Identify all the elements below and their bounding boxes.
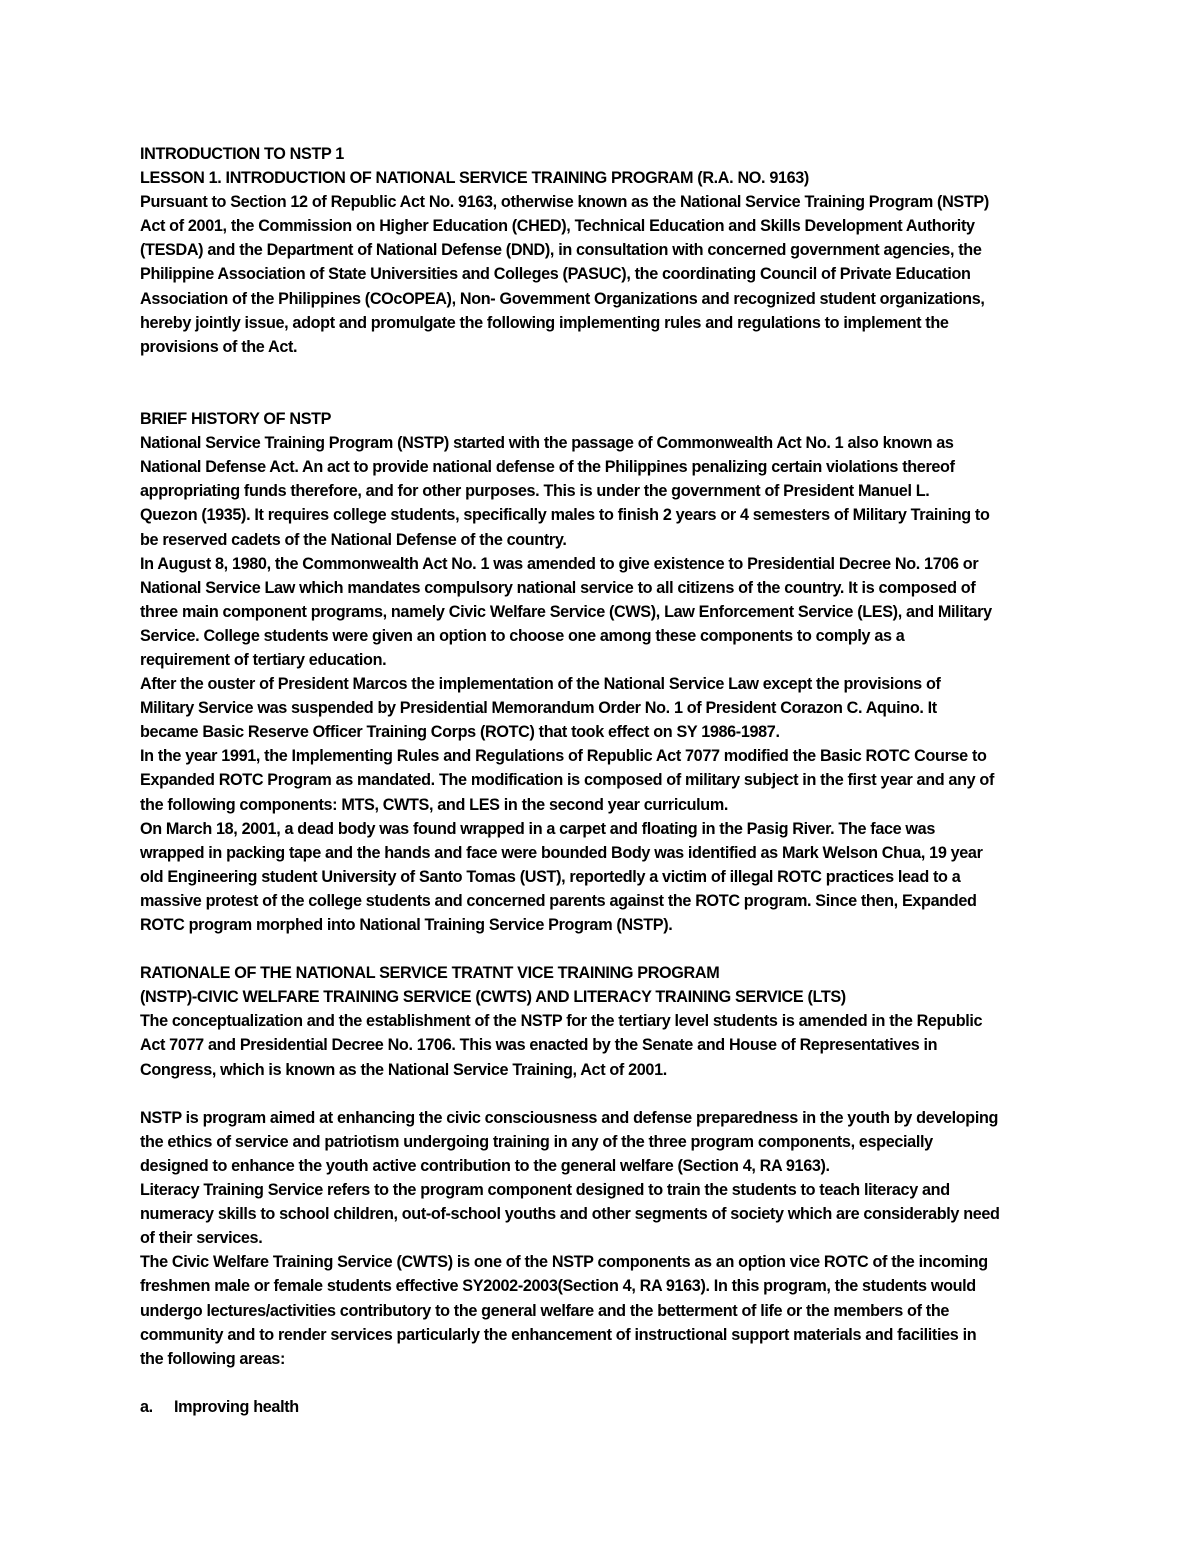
history-heading: BRIEF HISTORY OF NSTP	[140, 410, 332, 429]
paragraph-line: Association of the Philippines (COcOPEA), Non- Govemment Organizations and recognized student organizations,	[140, 289, 985, 308]
paragraph-line: Literacy Training Service refers to the program component designed to train the students to teach literacy and	[140, 1181, 950, 1200]
paragraph-line: three main component programs, namely Civic Welfare Service (CWS), Law Enforcement Service (LES), and Military	[140, 602, 992, 621]
paragraph-line: massive protest of the college students and concerned parents against the ROTC program. Since then, Expanded	[140, 891, 977, 910]
paragraph-line: the following areas:	[140, 1349, 286, 1368]
list-item-text: Improving health	[174, 1397, 299, 1416]
paragraph-line: NSTP is program aimed at enhancing the civic consciousness and defense preparedness in the youth by developing	[140, 1108, 999, 1127]
paragraph-line: community and to render services particularly the enhancement of instructional support materials and facilities in	[140, 1325, 977, 1344]
paragraph-line: In August 8, 1980, the Commonwealth Act No. 1 was amended to give existence to Presidential Decree No. 1706 or	[140, 554, 979, 573]
paragraph-line: wrapped in packing tape and the hands and face were bounded Body was identified as Mark Welson Chua, 19 year	[140, 843, 983, 862]
paragraph-line: numeracy skills to school children, out-of-school youths and other segments of society which are considerably need	[140, 1205, 1000, 1224]
history-paragraphs	[140, 431, 1065, 937]
paragraph-line: became Basic Reserve Officer Training Corps (ROTC) that took effect on SY 1986-1987.	[140, 723, 780, 742]
paragraph-line: the following components: MTS, CWTS, and LES in the second year curriculum.	[140, 795, 729, 814]
paragraph-line: In the year 1991, the Implementing Rules and Regulations of Republic Act 7077 modified the Basic ROTC Course to	[140, 747, 987, 766]
paragraph-line: designed to enhance the youth active contribution to the general welfare (Section 4, RA 9163).	[140, 1156, 830, 1175]
rationale-subheading: (NSTP)-CIVIC WELFARE TRAINING SERVICE (CWTS) AND LITERACY TRAINING SERVICE (LTS)	[140, 988, 846, 1007]
paragraph-line: Philippine Association of State Universities and Colleges (PASUC), the coordinating Council of Private Education	[140, 265, 971, 284]
paragraph-line: Act 7077 and Presidential Decree No. 1706. This was enacted by the Senate and House of Representatives in	[140, 1036, 938, 1055]
paragraph-line: Expanded ROTC Program as mandated. The modification is composed of military subject in the first year and any of	[140, 771, 994, 790]
paragraph-line: After the ouster of President Marcos the implementation of the National Service Law except the provisions of	[140, 675, 941, 694]
section-spacer	[140, 359, 1065, 407]
paragraph-line: the ethics of service and patriotism undergoing training in any of the three program components, especially	[140, 1132, 933, 1151]
paragraph-line: National Service Law which mandates compulsory national service to all citizens of the country. It is composed of	[140, 578, 976, 597]
lesson-heading: LESSON 1. INTRODUCTION OF NATIONAL SERVICE TRAINING PROGRAM (R.A. NO. 9163)	[140, 169, 809, 188]
section-spacer	[140, 1371, 1065, 1395]
document-page	[140, 142, 1065, 1419]
paragraph-line: be reserved cadets of the National Defense of the country.	[140, 530, 567, 549]
paragraph-line: requirement of tertiary education.	[140, 650, 387, 669]
paragraph-line: appropriating funds therefore, and for other purposes. This is under the government of President Manuel L.	[140, 482, 930, 501]
paragraph-line: National Defense Act. An act to provide national defense of the Philippines penalizing certain violations thereof	[140, 458, 955, 477]
intro-paragraph	[140, 190, 1065, 359]
paragraph-line: Congress, which is known as the National Service Training, Act of 2001.	[140, 1060, 667, 1079]
paragraph-line: of their services.	[140, 1229, 263, 1248]
rationale-heading: RATIONALE OF THE NATIONAL SERVICE TRATNT VICE TRAINING PROGRAM	[140, 964, 720, 983]
nstp-paragraphs	[140, 1106, 1065, 1371]
paragraph-line: Service. College students were given an option to choose one among these components to comply as a	[140, 626, 905, 645]
paragraph-line: hereby jointly issue, adopt and promulgate the following implementing rules and regulations to implement the	[140, 313, 949, 332]
paragraph-line: Quezon (1935). It requires college students, specifically males to finish 2 years or 4 semesters of Military Training to	[140, 506, 990, 525]
section-spacer	[140, 937, 1065, 961]
paragraph-line: (TESDA) and the Department of National Defense (DND), in consultation with concerned government agencies, the	[140, 241, 982, 260]
paragraph-line: Military Service was suspended by Presidential Memorandum Order No. 1 of President Corazon C. Aquino. It	[140, 699, 937, 718]
paragraph-line: old Engineering student University of Santo Tomas (UST), reportedly a victim of illegal ROTC practices lead to a	[140, 867, 961, 886]
paragraph-line: Pursuant to Section 12 of Republic Act No. 9163, otherwise known as the National Service Training Program (NSTP)	[140, 193, 989, 212]
paragraph-line: Act of 2001, the Commission on Higher Education (CHED), Technical Education and Skills Development Authority	[140, 217, 975, 236]
list-item	[140, 1395, 1065, 1419]
rationale-paragraph	[140, 1009, 1065, 1081]
paragraph-line: The conceptualization and the establishment of the NSTP for the tertiary level students is amended in the Republic	[140, 1012, 983, 1031]
document-title: INTRODUCTION TO NSTP 1	[140, 145, 344, 163]
section-spacer	[140, 1082, 1065, 1106]
paragraph-line: The Civic Welfare Training Service (CWTS) is one of the NSTP components as an option vice ROTC of the incoming	[140, 1253, 988, 1272]
paragraph-line: On March 18, 2001, a dead body was found wrapped in a carpet and floating in the Pasig River. The face was	[140, 819, 935, 838]
paragraph-line: National Service Training Program (NSTP) started with the passage of Commonwealth Act No. 1 also known as	[140, 434, 954, 453]
paragraph-line: provisions of the Act.	[140, 337, 298, 356]
paragraph-line: ROTC program morphed into National Training Service Program (NSTP).	[140, 916, 673, 934]
list-marker: a.	[140, 1397, 153, 1416]
paragraph-line: undergo lectures/activities contributory to the general welfare and the betterment of life or the members of the	[140, 1301, 950, 1320]
areas-list	[140, 1395, 1065, 1419]
paragraph-line: freshmen male or female students effective SY2002-2003(Section 4, RA 9163). In this program, the students would	[140, 1277, 976, 1296]
